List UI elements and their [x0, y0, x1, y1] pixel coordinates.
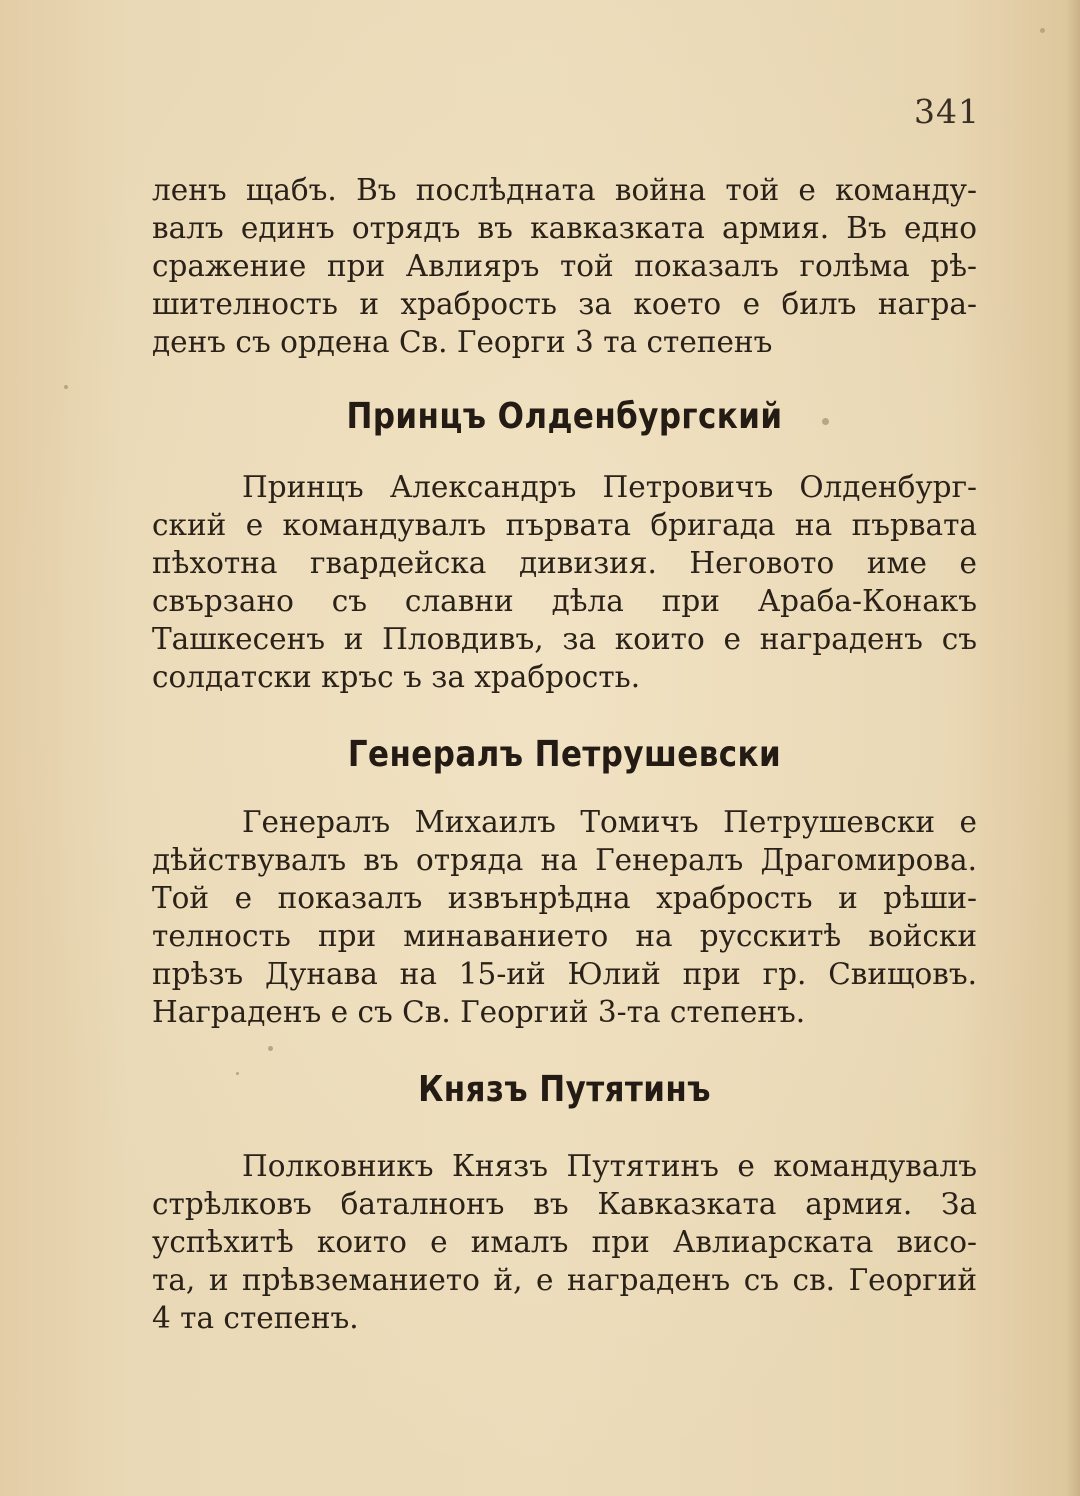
text-line: солдатски кръс ъ за храбрость. — [152, 660, 641, 694]
text-line: Награденъ е съ Св. Георгий 3-та степенъ. — [152, 995, 806, 1029]
section-heading-petrushevski: Генералъ Петрушевски — [347, 734, 782, 775]
text-line: стрѣлковъ баталнонъ въ Кавказката армия. За — [152, 1187, 977, 1221]
text-line: та, и прѣвземанието й, е награденъ съ св. Георгий — [152, 1263, 977, 1297]
text-line: ленъ щабъ. Въ послѣдната война той е команду- — [152, 173, 977, 207]
page-number: 341 — [914, 92, 980, 131]
page-edge-shadow — [1066, 0, 1080, 1496]
text-line: денъ съ ордена Св. Георги 3 та степенъ — [152, 325, 773, 359]
text-line: 4 та степенъ. — [152, 1301, 359, 1335]
paper-speck — [268, 1046, 273, 1051]
paper-speck — [1040, 28, 1045, 33]
section-heading-oldenburgsky: Принцъ Олденбургский — [346, 396, 783, 437]
text-line: валъ единъ отрядъ въ кавказката армия. Въ едно — [152, 211, 977, 245]
section-paragraph-oldenburgsky — [152, 468, 977, 696]
text-line: Ташкесенъ и Пловдивъ, за които е награденъ съ — [152, 622, 977, 656]
text-line: Той е показалъ извънрѣдна храбрость и рѣши- — [152, 881, 977, 915]
text-line: Генералъ Михаилъ Томичъ Петрушевски е — [242, 805, 977, 839]
section-paragraph-putyatin — [152, 1147, 977, 1337]
paper-speck — [64, 385, 68, 389]
text-line: успѣхитѣ които е ималъ при Авлиарската висо- — [152, 1225, 977, 1259]
intro-paragraph — [152, 171, 977, 361]
text-line: прѣзъ Дунава на 15-ий Юлий при гр. Свищовъ. — [152, 957, 977, 991]
text-line: Принцъ Александръ Петровичъ Олденбург- — [242, 470, 977, 504]
text-line: шителность и храбрость за което е билъ награ- — [152, 287, 977, 321]
section-paragraph-petrushevski — [152, 803, 977, 1031]
text-line: дѣйствувалъ въ отряда на Генералъ Драгомирова. — [152, 843, 977, 877]
section-heading-putyatin: Князъ Путятинъ — [418, 1069, 711, 1110]
text-line: сражение при Авлияръ той показалъ голѣма рѣ- — [152, 249, 977, 283]
text-line: Полковникъ Князъ Путятинъ е командувалъ — [242, 1149, 977, 1183]
text-line: ский е командувалъ първата бригада на първата — [152, 508, 977, 542]
text-line: свързано съ славни дѣла при Араба-Конакъ — [152, 584, 977, 618]
text-line: пѣхотна гвардейска дивизия. Неговото име е — [152, 546, 977, 580]
text-line: телность при минаванието на русскитѣ войски — [152, 919, 977, 953]
